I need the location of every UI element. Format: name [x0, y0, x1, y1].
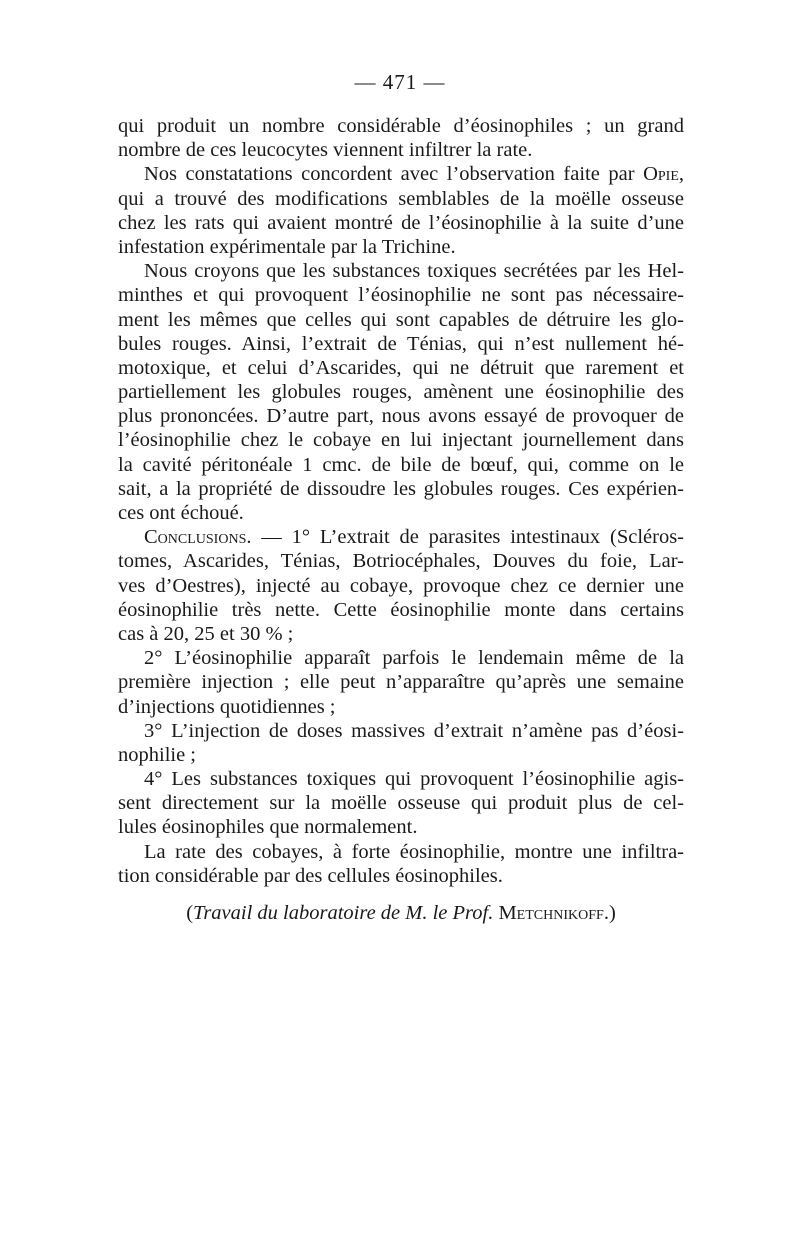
page-number: — 471 — — [354, 70, 446, 94]
text-line: infestation expérimentale par la Trichine. — [118, 235, 456, 258]
laboratory-credit: (Travail du laboratoire de M. le Prof. Metchnikoff.) — [186, 902, 616, 924]
text-line: motoxique, et celui d’Ascarides, qui ne détruit que rarement et — [118, 356, 684, 379]
text-line: la cavité péritonéale 1 cmc. de bile de bœuf, qui, comme on le — [118, 453, 684, 476]
text-line: partiellement les globules rouges, amènent une éosinophilie des — [118, 381, 684, 404]
text-line: bules rouges. Ainsi, l’extrait de Ténias, qui n’est nullement hé- — [118, 332, 684, 355]
text-line: cas à 20, 25 et 30 % ; — [118, 622, 294, 645]
text-line: ment les mêmes que celles qui sont capables de détruire les glo- — [118, 308, 684, 331]
text-line: tion considérable par des cellules éosinophiles. — [118, 864, 503, 887]
text-line: éosinophilie très nette. Cette éosinophilie monte dans certains — [118, 598, 684, 621]
body-text — [118, 114, 684, 888]
text-line: qui produit un nombre considérable d’éosinophiles ; un grand — [118, 115, 684, 137]
text-line: Nos constatations concordent avec l’observation faite par Opie, — [144, 163, 684, 186]
text-line: sent directement sur la moëlle osseuse qui produit plus de cel- — [118, 792, 684, 815]
text-line: d’injections quotidiennes ; — [118, 695, 336, 718]
text-line: Conclusions. — 1° L’extrait de parasites intestinaux (Scléros- — [144, 526, 684, 549]
text-line: sait, a la propriété de dissoudre les globules rouges. Ces expérien- — [118, 477, 684, 500]
text-line: minthes et qui provoquent l’éosinophilie ne sont pas nécessaire- — [118, 284, 684, 307]
text-line: lules éosinophiles que normalement. — [118, 816, 418, 839]
text-line: plus prononcées. D’autre part, nous avons essayé de provoquer de — [118, 405, 684, 428]
text-line: La rate des cobayes, à forte éosinophilie, montre une infiltra- — [144, 840, 684, 863]
text-line: tomes, Ascarides, Ténias, Botriocéphales, Douves du foie, Lar- — [118, 550, 684, 573]
text-line: l’éosinophilie chez le cobaye en lui injectant journellement dans — [118, 429, 684, 452]
text-line: 4° Les substances toxiques qui provoquent l’éosinophilie agis- — [144, 768, 684, 791]
text-line: ves d’Oestres), injecté au cobaye, provoque chez ce dernier une — [118, 574, 684, 597]
text-line: première injection ; elle peut n’apparaître qu’après une semaine — [118, 671, 684, 694]
text-line: Nous croyons que les substances toxiques secrétées par les Hel- — [144, 260, 684, 283]
text-line: nophilie ; — [118, 743, 197, 766]
text-line: ces ont échoué. — [118, 502, 244, 524]
text-line: nombre de ces leucocytes viennent infiltrer la rate. — [118, 139, 533, 162]
professor-name: Metchnikoff — [498, 902, 604, 924]
text-line: 3° L’injection de doses massives d’extrait n’amène pas d’éosi- — [144, 719, 684, 742]
text-line: qui a trouvé des modifications semblables de la moëlle osseuse — [118, 187, 684, 210]
text-line: 2° L’éosinophilie apparaît parfois le lendemain même de la — [144, 647, 684, 670]
text-line: chez les rats qui avaient montré de l’éosinophilie à la suite d’une — [118, 211, 684, 234]
author-name: Opie — [643, 163, 679, 186]
section-heading: Conclusions — [144, 526, 247, 549]
